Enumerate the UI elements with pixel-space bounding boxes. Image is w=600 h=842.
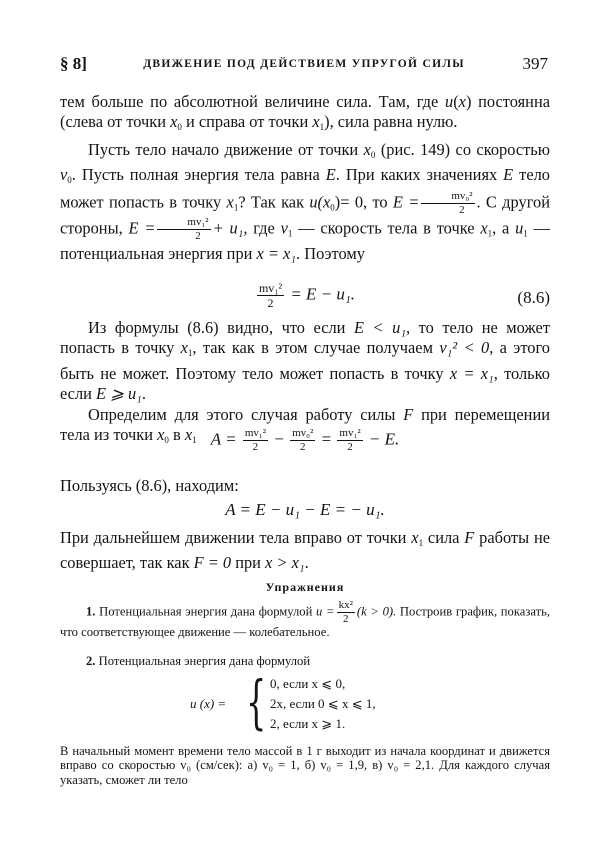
page-number: 397 — [522, 54, 548, 73]
page-header — [60, 54, 548, 78]
fraction-mv0sq: $\frac{\text{mv₀²}}{2}$ — [421, 191, 474, 216]
equation-work-result: A = E − u₁ − E = − u₁. — [225, 500, 385, 519]
case-line: 2, если x ⩾ 1. — [270, 716, 346, 731]
paragraph-6: При дальнейшем движении тела вправо от точки $x_1$ сила F работы не совершает, так как F = 0 при x > x₁. — [60, 528, 550, 573]
running-title: ДВИЖЕНИЕ ПОД ДЕЙСТВИЕМ УПРУГОЙ СИЛЫ — [143, 58, 465, 70]
piecewise-formula: u (x) = { 0, если x ⩽ 0, 2x, если 0 ⩽ x ⩽ 1, 2, если x ⩾ 1. — [190, 668, 376, 736]
case-line: 0, если x ⩽ 0, — [270, 676, 346, 691]
paragraph-1: тем больше по абсолютной величине сила. Там, где u(x) постоянна (слева от точки $x_0$ и справа от точки $x_1$), сила равна нулю. — [60, 92, 550, 133]
exercise-2: 2. Потенциальная энергия дана формулой — [86, 654, 311, 668]
paragraph-5: Пользуясь (8.6), находим: — [60, 476, 239, 495]
main-text — [60, 92, 550, 264]
equation-8-6: $\frac{\text{mv₁²}}{2}$ = E − u₁. (8.6) — [258, 281, 550, 310]
paragraph-2: Пусть тело начало движение от точки $x_0$ (рис. 149) со скоростью $v_0$. Пусть полная энергия тела равна E. При каких значениях E тело может попасть в точку $x_1$? Так как $u(x_0)= 0$, то E = $\frac{\text{mv₀²}}{2}$ . С другой стороны, E = $\frac{\text{mv₁²}}{2}$ + u₁, где $v_1$ — скорость тела в точке $x_1$, а $u_1$ — потенциальная энергия при x = x₁. Поэтому — [60, 139, 550, 263]
case-line: 2x, если 0 ⩽ x ⩽ 1, — [270, 696, 376, 711]
exercise-2-continued: В начальный момент времени тело массой в 1 г выходит из начала координат и движется вправо со скоростью v₀ (см/сек): а) v₀ = 1, б) v₀ = 1,9, в) v₀ = 2,1. Для каждого случая указать, сможет ли тело — [60, 744, 550, 787]
exercise-1: 1. Потенциальная энергия дана формулой u = $\frac{\text{kx²}}{2}$ (k > 0). Построив график, показать, что соответствующее движение — колебательное. — [60, 599, 550, 639]
equation-work: A = $\frac{\text{mv₁²}}{2}$ − $\frac{\text{mv₀²}}{2}$ = $\frac{\text{mv₁²}}{2}$ − E. — [210, 427, 400, 453]
equation-tag: (8.6) — [517, 288, 550, 307]
paragraph-3: Из формулы (8.6) видно, что если E < u₁, то тело не может попасть в точку $x_1$, так как в этом случае получаем v₁² < 0, а этого быть не может. Поэтому тело может попасть в точку x = x₁, только если E ⩾ u₁. — [60, 318, 550, 404]
exercises-heading: Упражнения — [265, 580, 345, 594]
section-marker: § 8] — [60, 54, 87, 73]
fraction-mv1sq: $\frac{\text{mv₁²}}{2}$ — [157, 217, 210, 242]
left-brace: { — [246, 668, 267, 736]
paragraph-4: Определим для этого случая работу силы F при перемещении тела из точки $x_0$ в $x_1$ — [60, 404, 550, 446]
